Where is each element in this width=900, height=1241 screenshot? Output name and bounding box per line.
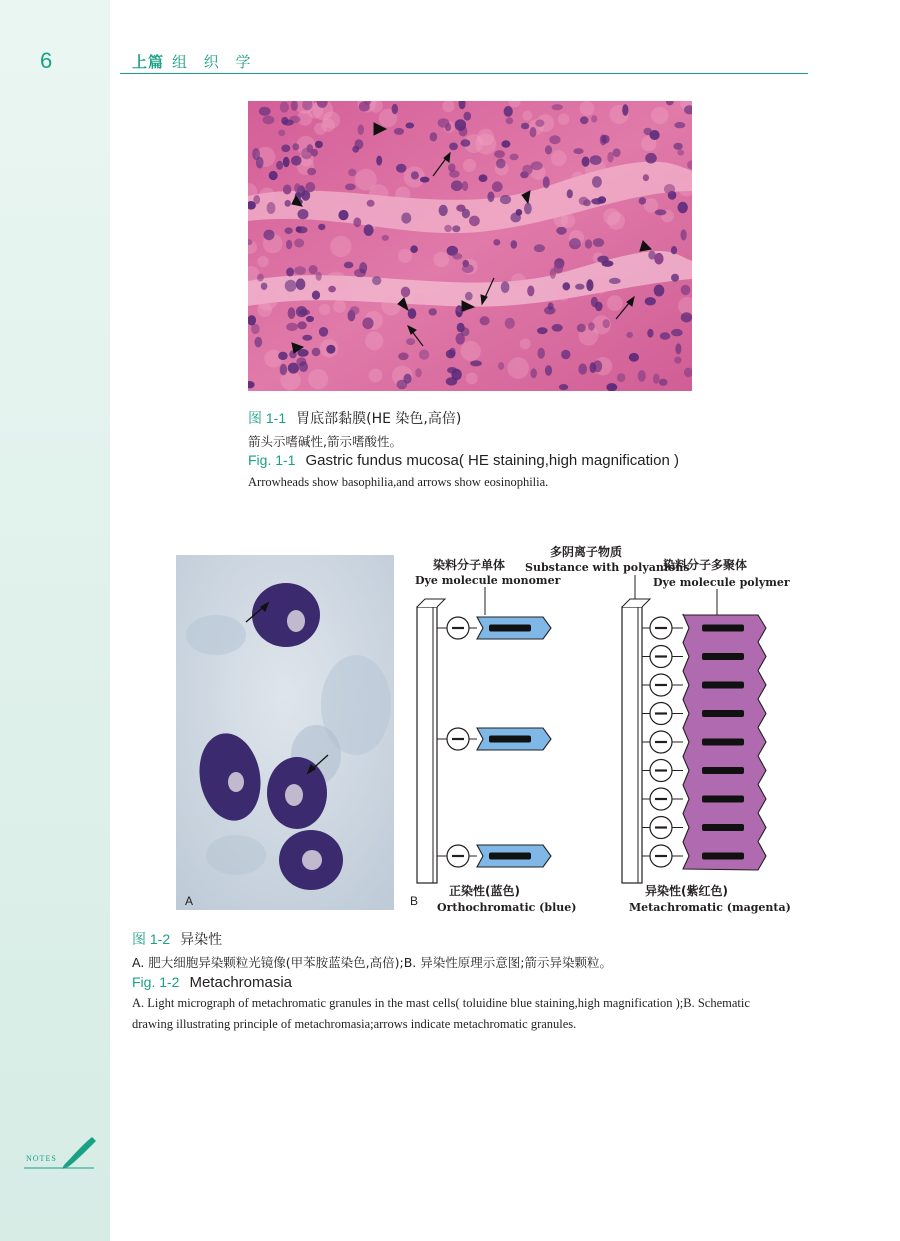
polymer-label-zh: 染料分子多聚体 bbox=[663, 558, 748, 572]
figure1-title-zh: 胃底部黏膜(HE 染色,高倍) bbox=[296, 411, 462, 427]
header-rule bbox=[120, 73, 808, 74]
page-number: 6 bbox=[40, 48, 53, 73]
monomer-3 bbox=[437, 845, 551, 867]
monomer-label-zh: 染料分子单体 bbox=[433, 558, 506, 572]
ortho-label-zh: 正染性(蓝色) bbox=[449, 884, 520, 898]
figure1-label-zh: 图 1-1 bbox=[248, 410, 287, 426]
figure2-title-zh: 异染性 bbox=[180, 932, 223, 948]
metachromasia-diagram bbox=[405, 545, 805, 917]
chapter-title: 组 织 学 bbox=[172, 53, 257, 71]
polyanion-label-en: Substance with polyanions bbox=[525, 561, 690, 574]
figure2-desc-en-line2: drawing illustrating principle of metachromasia;arrows indicate metachromatic granules. bbox=[132, 1017, 577, 1031]
mast-cell-micrograph bbox=[176, 555, 394, 910]
polymer-label-en: Dye molecule polymer bbox=[653, 576, 790, 589]
figure1-label-en: Fig. 1-1 bbox=[248, 452, 296, 468]
figure1-title-en: Gastric fundus mucosa( HE staining,high magnification ) bbox=[305, 452, 679, 469]
meta-label-zh: 异染性(紫红色) bbox=[645, 884, 728, 898]
running-head bbox=[132, 51, 257, 72]
monomer-2 bbox=[437, 728, 551, 750]
margin-band bbox=[0, 0, 110, 1241]
notes-pen-icon bbox=[22, 1135, 102, 1171]
part-title: 上篇 bbox=[132, 53, 165, 71]
figure2-desc-en-line1: A. Light micrograph of metachromatic granules in the mast cells( toluidine blue staining,high magnification );B. Schematic bbox=[132, 996, 750, 1010]
figure2-title-en: Metachromasia bbox=[189, 974, 293, 991]
ortho-label-en: Orthochromatic (blue) bbox=[437, 901, 577, 914]
polyanion-label-zh: 多阴离子物质 bbox=[550, 545, 623, 559]
panel-b-label: B bbox=[410, 894, 419, 908]
figure2-label-en: Fig. 1-2 bbox=[132, 974, 180, 990]
figure2-label-zh: 图 1-2 bbox=[132, 931, 171, 947]
figure1-desc-en: Arrowheads show basophilia,and arrows show eosinophilia. bbox=[248, 475, 549, 489]
figure1-desc-zh: 箭头示嗜碱性,箭示嗜酸性。 bbox=[248, 434, 402, 449]
monomer-1 bbox=[437, 617, 551, 639]
figure1-caption-en bbox=[248, 451, 679, 471]
monomer-label-en: Dye molecule monomer bbox=[415, 574, 561, 587]
notes-logo-text: NOTES bbox=[26, 1154, 57, 1163]
figure2-caption-en bbox=[132, 973, 292, 993]
panel-a-label: A bbox=[185, 894, 194, 908]
figure1-caption-zh bbox=[248, 409, 461, 429]
meta-label-en: Metachromatic (magenta) bbox=[629, 901, 791, 914]
figure2-caption-zh bbox=[132, 930, 222, 950]
figure2-desc-zh: A. 肥大细胞异染颗粒光镜像(甲苯胺蓝染色,高倍);B. 异染性原理示意图;箭示异染颗粒。 bbox=[132, 955, 612, 970]
he-micrograph bbox=[248, 101, 692, 391]
